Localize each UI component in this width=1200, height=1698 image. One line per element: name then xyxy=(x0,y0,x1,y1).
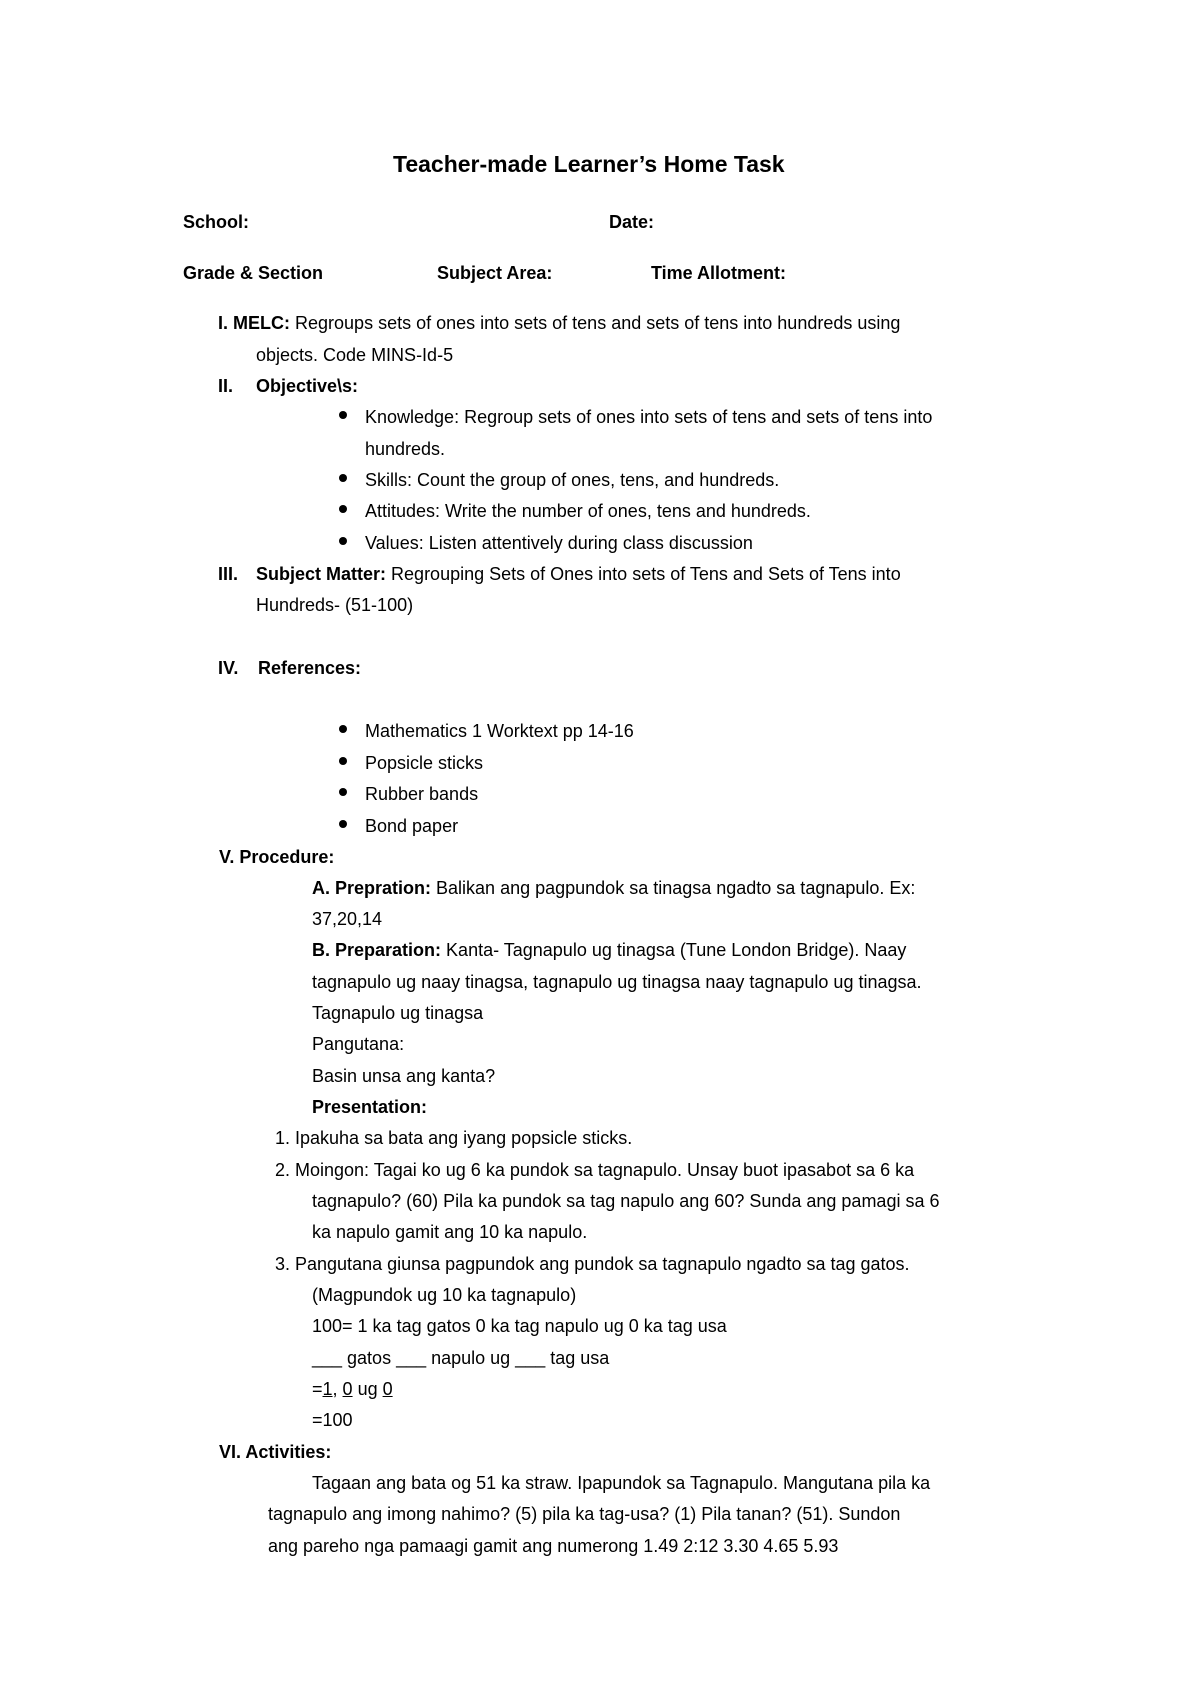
procedure-b-line-2: tagnapulo ug naay tinagsa, tagnapulo ug tinagsa naay tagnapulo ug tinagsa. xyxy=(312,972,922,992)
page-title: Teacher-made Learner’s Home Task xyxy=(393,151,785,177)
presentation-step-3-cont: (Magpundok ug 10 ka tagnapulo) xyxy=(312,1285,577,1305)
references-label: References: xyxy=(258,658,362,678)
presentation-step-2-cont: ka napulo gamit ang 10 ka napulo. xyxy=(312,1222,588,1242)
objectives-number: II. xyxy=(218,376,234,396)
activities-line-1: Tagaan ang bata og 51 ka straw. Ipapundok sa Tagnapulo. Mangutana pila ka xyxy=(312,1473,931,1493)
subject-matter-number: III. xyxy=(218,564,239,584)
place-value-statement: 100= 1 ka tag gatos 0 ka tag napulo ug 0 ka tag usa xyxy=(312,1316,727,1336)
objective-values: Values: Listen attentively during class discussion xyxy=(365,533,753,553)
reference-item: Rubber bands xyxy=(365,784,479,804)
objective-knowledge: Knowledge: Regroup sets of ones into sets of tens and sets of tens into xyxy=(365,407,933,427)
activities-line-2: tagnapulo ang imong nahimo? (5) pila ka tag-usa? (1) Pila tanan? (51). Sundon xyxy=(268,1504,901,1524)
procedure-a-examples: 37,20,14 xyxy=(312,909,383,929)
answer-conjunction: ug xyxy=(352,1379,383,1399)
answer-tens: 0 xyxy=(342,1379,353,1399)
reference-item: Bond paper xyxy=(365,816,459,836)
date-label: Date: xyxy=(609,212,655,232)
place-value-result: =100 xyxy=(312,1410,353,1430)
place-value-blanks: ___ gatos ___ napulo ug ___ tag usa xyxy=(312,1348,610,1368)
answer-ones: 0 xyxy=(382,1379,393,1399)
song-question: Basin unsa ang kanta? xyxy=(312,1066,496,1086)
presentation-step-2: 2. Moingon: Tagai ko ug 6 ka pundok sa tagnapulo. Unsay buot ipasabot sa 6 ka xyxy=(275,1160,915,1180)
grade-section-label: Grade & Section xyxy=(183,263,324,283)
subject-area-label: Subject Area: xyxy=(437,263,553,283)
presentation-label: Presentation: xyxy=(312,1097,428,1117)
bullet-icon xyxy=(339,820,347,828)
pangutana-label: Pangutana: xyxy=(312,1034,405,1054)
subject-matter-label: Subject Matter: xyxy=(256,564,387,584)
bullet-icon xyxy=(339,474,347,482)
subject-matter-line-1 xyxy=(256,565,901,583)
presentation-step-3: 3. Pangutana giunsa pagpundok ang pundok sa tagnapulo ngadto sa tag gatos. xyxy=(275,1254,910,1274)
procedure-b-label: B. Preparation: xyxy=(312,940,442,960)
bullet-icon xyxy=(339,725,347,733)
melc-line-2: objects. Code MINS-Id-5 xyxy=(256,345,454,365)
procedure-a xyxy=(312,879,915,897)
presentation-step-2-cont: tagnapulo? (60) Pila ka pundok sa tag napulo ang 60? Sunda ang pamagi sa 6 xyxy=(312,1191,940,1211)
objective-attitudes: Attitudes: Write the number of ones, tens and hundreds. xyxy=(365,501,811,521)
school-label: School: xyxy=(183,212,249,232)
procedure-a-label: A. Prepration: xyxy=(312,878,432,898)
melc-label: I. MELC: xyxy=(218,313,290,333)
presentation-step-1: 1. Ipakuha sa bata ang iyang popsicle sticks. xyxy=(275,1128,633,1148)
procedure-b xyxy=(312,941,906,959)
equals-sign: = xyxy=(312,1379,323,1399)
procedure-b-line-3: Tagnapulo ug tinagsa xyxy=(312,1003,484,1023)
answer-hundreds: 1 xyxy=(322,1379,333,1399)
reference-item: Mathematics 1 Worktext pp 14-16 xyxy=(365,721,634,741)
objective-knowledge-cont: hundreds. xyxy=(365,439,446,459)
procedure-b-text: Kanta- Tagnapulo ug tinagsa (Tune London Bridge). Naay xyxy=(446,940,907,960)
procedure-label: V. Procedure: xyxy=(219,847,335,867)
subject-matter-line-2: Hundreds- (51-100) xyxy=(256,595,414,615)
time-allotment-label: Time Allotment: xyxy=(651,263,787,283)
bullet-icon xyxy=(339,537,347,545)
activities-line-3: ang pareho nga pamaagi gamit ang numerong 1.49 2:12 3.30 4.65 5.93 xyxy=(268,1536,839,1556)
bullet-icon xyxy=(339,505,347,513)
reference-item: Popsicle sticks xyxy=(365,753,484,773)
bullet-icon xyxy=(339,757,347,765)
objective-skills: Skills: Count the group of ones, tens, and hundreds. xyxy=(365,470,780,490)
melc-text: Regroups sets of ones into sets of tens and sets of tens into hundreds using xyxy=(295,313,901,333)
bullet-icon xyxy=(339,788,347,796)
place-value-answer xyxy=(312,1380,393,1398)
answer-separator: , xyxy=(332,1379,343,1399)
melc-line-1 xyxy=(218,314,900,332)
objectives-label: Objective\s: xyxy=(256,376,359,396)
references-number: IV. xyxy=(218,658,239,678)
bullet-icon xyxy=(339,411,347,419)
procedure-a-text: Balikan ang pagpundok sa tinagsa ngadto sa tagnapulo. Ex: xyxy=(436,878,916,898)
activities-label: VI. Activities: xyxy=(219,1442,332,1462)
subject-matter-text: Regrouping Sets of Ones into sets of Tens and Sets of Tens into xyxy=(391,564,901,584)
